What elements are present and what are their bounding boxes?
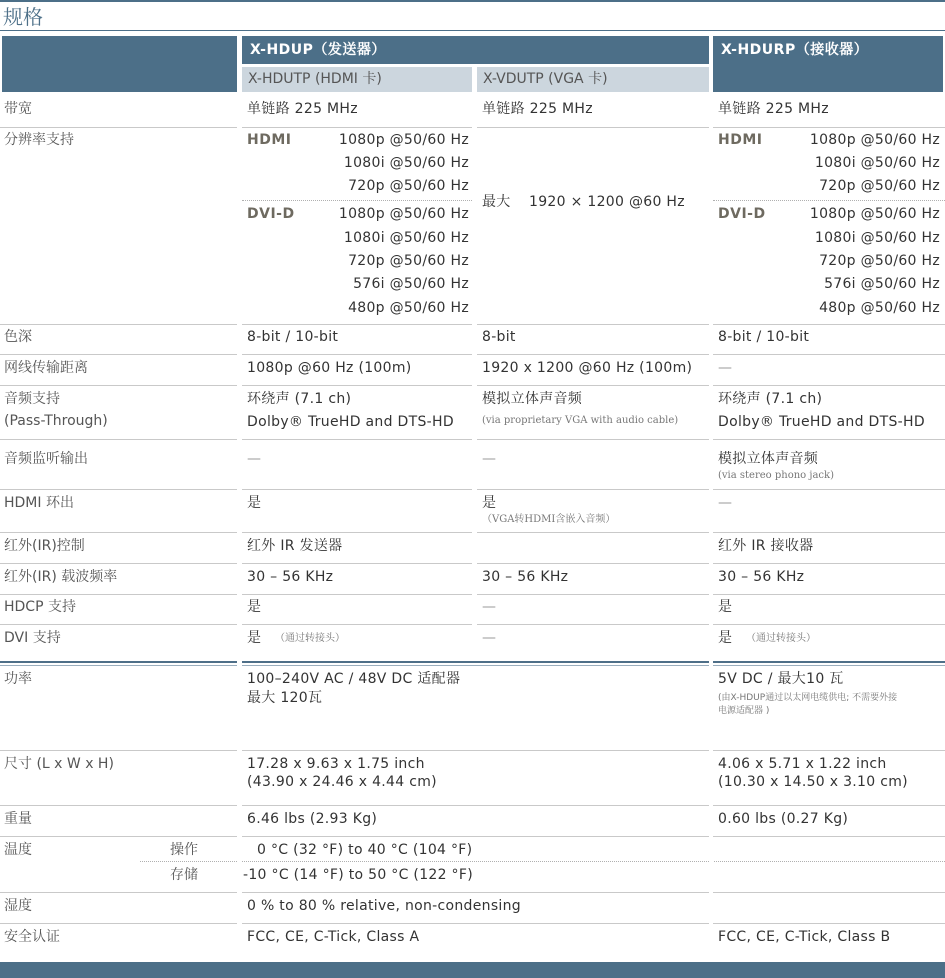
size-tx-inch: 17.28 x 9.63 x 1.75 inch [247,756,425,772]
audio-rx-surround: 环绕声 (7.1 ch) [718,391,823,407]
top-rule [0,0,945,2]
distance-hdmi: 1080p @60 Hz (100m) [247,360,412,376]
power-rx: 5V DC / 最大10 瓦 [718,671,844,687]
bandwidth-vga: 单链路 225 MHz [482,101,593,117]
dvid-mode-576i-tx: 576i @50/60 Hz [353,276,469,292]
dvi-hdmi-note: （通过转接头） [275,633,345,644]
dvi-rx: 是 [718,630,733,646]
label-audio-pass-through: (Pass-Through) [4,413,108,429]
hdmi-label-rx: HDMI [718,132,763,148]
humidity-value: 0 % to 80 % relative, non-condensing [247,898,521,914]
color-depth-receiver: 8-bit / 10-bit [718,329,810,345]
subheader-vga-card: X-VDUTP (VGA 卡) [477,67,709,92]
dvid-mode-1080p-tx: 1080p @50/60 Hz [338,206,469,222]
power-tx-max: 最大 120瓦 [247,690,323,706]
label-ir-frequency: 红外(IR) 载波频率 [4,569,118,585]
label-hdmi-loop: HDMI 环出 [4,495,74,511]
hdmi-mode-1080i-tx: 1080i @50/60 Hz [343,155,469,171]
monitor-hdmi: — [247,451,262,467]
row-divider [0,805,945,806]
dotted-divider [242,200,472,201]
hdcp-vga: — [482,599,497,615]
dvid-mode-720p-rx: 720p @50/60 Hz [819,253,940,269]
size-rx-cm: (10.30 x 14.50 x 3.10 cm) [718,774,908,790]
label-humidity: 湿度 [4,898,32,914]
hdmi-mode-1080p-tx: 1080p @50/60 Hz [338,132,469,148]
label-hdcp: HDCP 支持 [4,599,76,615]
ir-freq-hdmi: 30 – 56 KHz [247,569,334,585]
dvid-mode-576i-rx: 576i @50/60 Hz [824,276,940,292]
dvid-mode-1080i-tx: 1080i @50/60 Hz [343,230,469,246]
color-depth-vga: 8-bit [482,329,516,345]
dvi-vga: — [482,630,497,646]
dvid-mode-1080i-rx: 1080i @50/60 Hz [814,230,940,246]
bandwidth-hdmi: 单链路 225 MHz [247,101,358,117]
row-divider [0,750,945,751]
monitor-rx-note: (via stereo phono jack) [718,470,834,481]
power-tx-adapter: 100–240V AC / 48V DC 适配器 [247,671,461,687]
label-bandwidth: 带宽 [4,101,32,117]
subheader-hdmi-card: X-HDUTP (HDMI 卡) [242,67,472,92]
row-divider [0,836,945,837]
power-rx-note-2: 电源适配器 ) [718,706,770,716]
label-temperature: 温度 [4,842,32,858]
temp-operating: 0 °C (32 °F) to 40 °C (104 °F) [257,842,473,858]
label-weight: 重量 [4,811,32,827]
label-power: 功率 [4,671,32,687]
audio-hdmi-surround: 环绕声 (7.1 ch) [247,391,352,407]
loop-vga-note: （VGA转HDMI含嵌入音频） [482,514,616,525]
ir-freq-vga: 30 – 56 KHz [482,569,569,585]
column-gap [472,96,477,656]
header-receiver: X-HDURP（接收器） [713,36,943,92]
column-gap [709,96,713,952]
page-title: 规格 [3,5,43,29]
header-label-cell [2,36,237,92]
dvi-rx-note: （通过转接头） [746,633,816,644]
color-depth-hdmi: 8-bit / 10-bit [247,329,339,345]
hdmi-mode-720p-tx: 720p @50/60 Hz [348,178,469,194]
ir-rx: 红外 IR 接收器 [718,538,814,554]
dvid-mode-480p-tx: 480p @50/60 Hz [348,300,469,316]
ir-tx: 红外 IR 发送器 [247,538,343,554]
loop-vga: 是 [482,495,497,511]
size-tx-cm: (43.90 x 24.46 x 4.44 cm) [247,774,437,790]
label-color-depth: 色深 [4,329,32,345]
dvid-mode-1080p-rx: 1080p @50/60 Hz [809,206,940,222]
footer-band [0,962,945,978]
section-divider [0,661,945,663]
row-divider [0,923,945,924]
dotted-divider [140,861,945,862]
safety-tx: FCC, CE, C-Tick, Class A [247,929,420,945]
label-size: 尺寸 (L x W x H) [4,756,114,772]
dvi-hdmi: 是 [247,630,262,646]
dotted-divider [713,200,945,201]
audio-hdmi-dolby: Dolby® TrueHD and DTS-HD [247,414,454,430]
label-resolution: 分辨率支持 [4,132,74,148]
row-divider [0,892,945,893]
hdmi-mode-1080i-rx: 1080i @50/60 Hz [814,155,940,171]
label-safety: 安全认证 [4,929,60,945]
label-temp-operating: 操作 [170,842,198,858]
loop-hdmi: 是 [247,495,262,511]
distance-vga: 1920 x 1200 @60 Hz (100m) [482,360,693,376]
audio-vga-analog: 模拟立体声音频 [482,391,583,407]
column-gap [237,96,242,952]
temp-storage: -10 °C (14 °F) to 50 °C (122 °F) [243,867,473,883]
title-underline [0,30,945,31]
hdmi-label-tx: HDMI [247,132,292,148]
vga-max-resolution: 1920 × 1200 @60 Hz [529,194,685,210]
dvid-label-rx: DVI-D [718,206,766,222]
dvid-label-tx: DVI-D [247,206,295,222]
hdmi-mode-720p-rx: 720p @50/60 Hz [819,178,940,194]
weight-tx: 6.46 lbs (2.93 Kg) [247,811,378,827]
vga-max-label: 最大 [482,194,511,210]
hdmi-mode-1080p-rx: 1080p @50/60 Hz [809,132,940,148]
label-audio: 音频支持 [4,391,60,407]
safety-rx: FCC, CE, C-Tick, Class B [718,929,891,945]
dvid-mode-720p-tx: 720p @50/60 Hz [348,253,469,269]
bandwidth-receiver: 单链路 225 MHz [718,101,829,117]
monitor-rx: 模拟立体声音频 [718,451,819,467]
hdcp-rx: 是 [718,599,733,615]
hdcp-hdmi: 是 [247,599,262,615]
loop-rx: — [718,495,733,511]
weight-rx: 0.60 lbs (0.27 Kg) [718,811,849,827]
label-ir: 红外(IR)控制 [4,538,85,554]
label-distance: 网线传输距离 [4,360,88,376]
audio-rx-dolby: Dolby® TrueHD and DTS-HD [718,414,925,430]
label-dvi: DVI 支持 [4,630,61,646]
label-temp-storage: 存储 [170,867,198,883]
header-transmitter: X-HDUP（发送器） [242,36,709,64]
size-rx-inch: 4.06 x 5.71 x 1.22 inch [718,756,887,772]
section-divider-thin [0,665,945,666]
power-rx-note-1: (由X-HDUP通过以太网电缆供电; 不需要外接 [718,693,898,703]
audio-vga-note: (via proprietary VGA with audio cable) [482,415,679,426]
dvid-mode-480p-rx: 480p @50/60 Hz [819,300,940,316]
distance-receiver: — [718,360,733,376]
label-audio-monitor: 音频监听输出 [4,451,88,467]
monitor-vga: — [482,451,497,467]
ir-freq-rx: 30 – 56 KHz [718,569,805,585]
